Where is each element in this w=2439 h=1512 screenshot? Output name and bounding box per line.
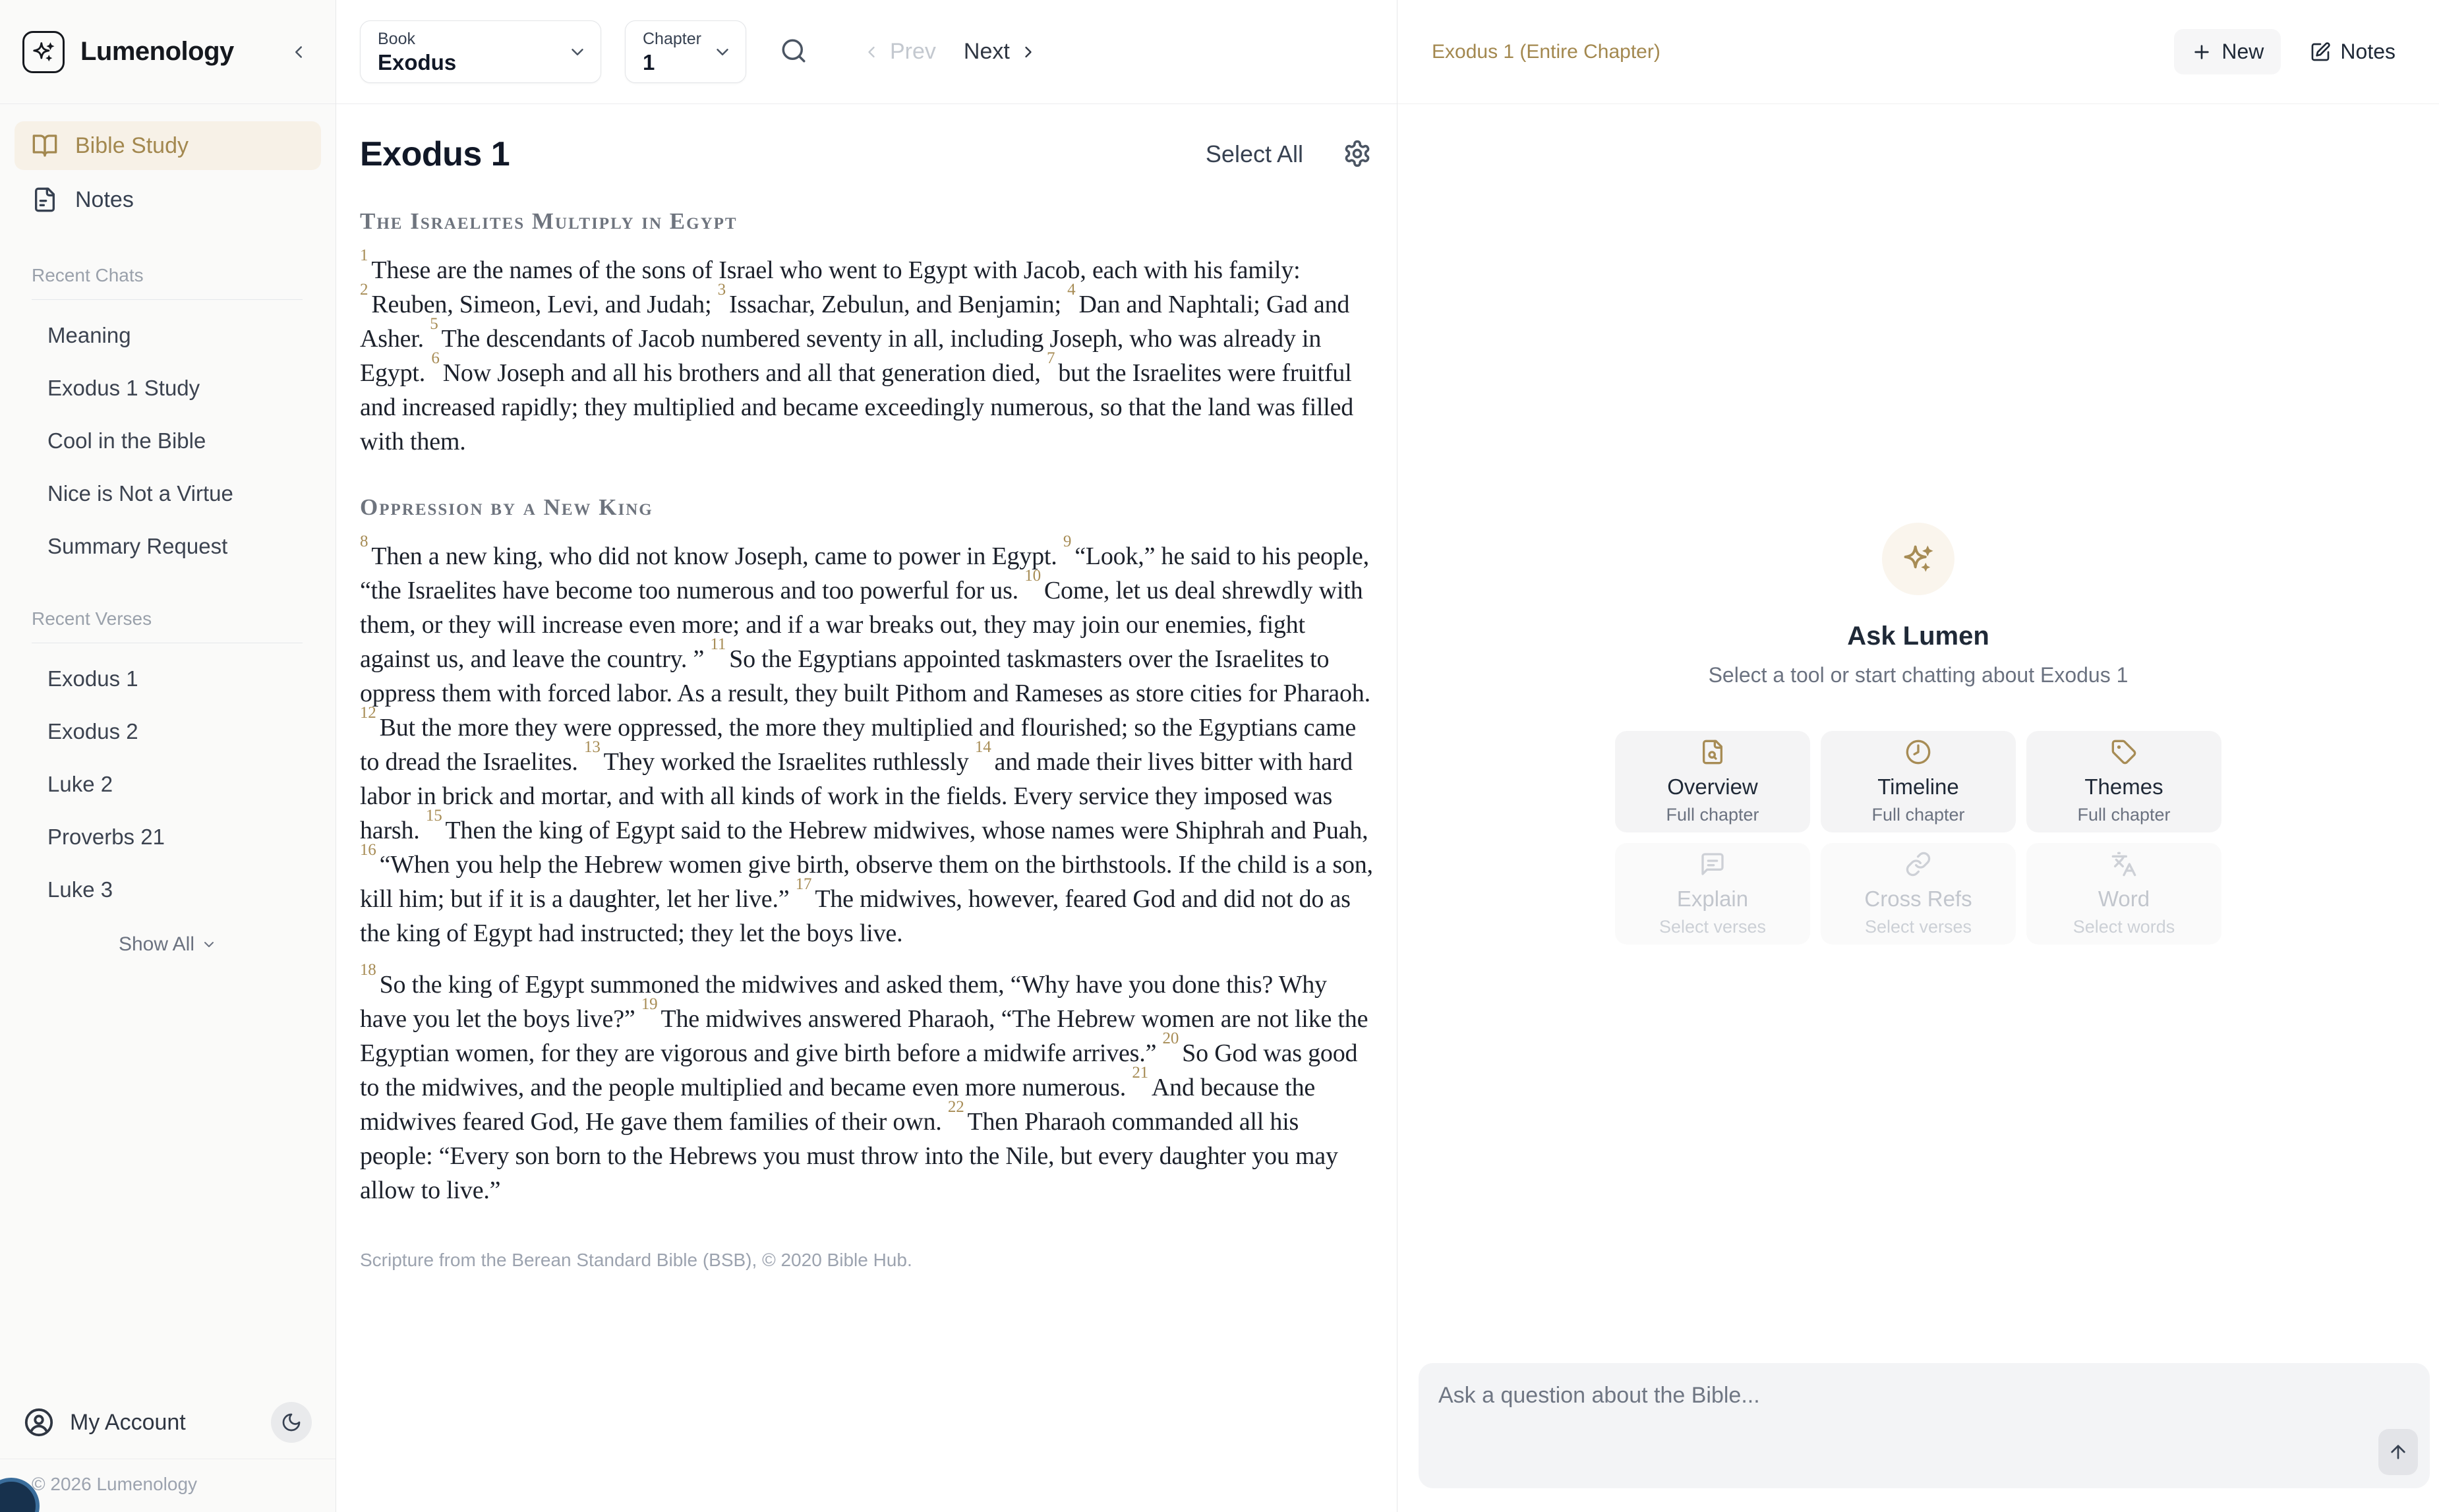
next-label: Next — [963, 39, 1010, 64]
verse-text[interactable]: Reuben, Simeon, Levi, and Judah; — [371, 291, 718, 318]
tool-name: Explain — [1676, 886, 1749, 911]
tool-name: Cross Refs — [1864, 886, 1972, 911]
verse-text[interactable]: So the king of Egypt summoned the midwives and asked them, “Why have you done this? Why have you let the boys live?” — [360, 971, 1327, 1033]
notes-button-label: Notes — [2340, 40, 2395, 63]
clock-icon — [1905, 739, 1931, 765]
verse-text[interactable]: Dan and Naphtali; Gad and Asher. — [360, 291, 1350, 353]
verse-paragraph — [360, 247, 1373, 459]
verse-paragraph — [360, 961, 1373, 1207]
recent-chats-list — [0, 309, 336, 573]
recent-chat-meaning[interactable]: Meaning — [47, 323, 131, 347]
lumen-avatar — [1882, 523, 1954, 595]
verse-text[interactable]: Then a new king, who did not know Joseph, came to power in Egypt. — [371, 542, 1063, 570]
verse-number: 1 — [360, 247, 368, 265]
reader-head — [360, 134, 1373, 174]
verse-number: 16 — [360, 841, 376, 859]
verse-number: 14 — [974, 738, 991, 757]
book-select-value: Exodus — [378, 50, 457, 74]
verse-paragraph — [360, 533, 1373, 950]
chat-header — [1397, 0, 2439, 104]
verse-text[interactable]: And because the midwives feared God, He gave them families of their own. — [360, 1074, 1316, 1136]
verse-number: 6 — [431, 349, 440, 368]
verse-number: 8 — [360, 533, 368, 551]
verse-number: 12 — [360, 704, 376, 722]
recent-verse-luke-3[interactable]: Luke 3 — [47, 877, 113, 902]
verse-number: 5 — [430, 315, 438, 334]
verse-number: 17 — [795, 875, 812, 894]
tool-scope: Select verses — [1864, 916, 1972, 937]
select-all-button[interactable]: Select All — [1205, 140, 1303, 167]
chat-subtitle: Select a tool or start chatting about Exodus 1 — [1708, 663, 2129, 687]
send-button[interactable] — [2378, 1429, 2418, 1475]
verse-text[interactable]: but the Israelites were fruitful and increased rapidly; they multiplied and became exceedingly numerous, so that the land was filled with them. — [360, 359, 1354, 455]
my-account-button[interactable]: My Account — [70, 1409, 186, 1435]
chat-panel — [1397, 0, 2439, 1512]
tool-name: Overview — [1667, 774, 1758, 799]
verse-text[interactable]: They worked the Israelites ruthlessly — [603, 748, 975, 776]
recent-chat-exodus-1-study[interactable]: Exodus 1 Study — [47, 376, 200, 400]
page-title: Exodus 1 — [360, 135, 510, 173]
sparkles-icon — [1901, 542, 1935, 576]
tool-card-timeline[interactable] — [1821, 731, 2016, 832]
tools-grid — [1615, 731, 2221, 945]
verse-number: 3 — [717, 281, 726, 299]
chat-input[interactable] — [1419, 1363, 2430, 1488]
notes-button[interactable] — [2293, 29, 2413, 74]
chevron-right-icon — [1019, 43, 1038, 61]
verse-text[interactable]: Issachar, Zebulun, and Benjamin; — [728, 291, 1068, 318]
prev-label: Prev — [890, 39, 936, 64]
recent-chat-cool-in-the-bible[interactable]: Cool in the Bible — [47, 428, 206, 453]
chapter-select-value: 1 — [643, 50, 655, 74]
recent-verses-label: Recent Verses — [32, 608, 152, 629]
verse-number: 18 — [360, 961, 376, 979]
sidebar-item-bible-study[interactable] — [15, 121, 321, 170]
verse-number: 2 — [360, 281, 368, 299]
verse-text[interactable]: The midwives answered Pharaoh, “The Hebrew women are not like the Egyptian women, for they are vigorous and give birth before a midwife arrives.” — [360, 1005, 1368, 1067]
verse-text[interactable]: and made their lives bitter with hard labor in brick and mortar, and with all kinds of work in the fields. Every service they imposed was harsh. — [360, 748, 1353, 844]
show-all-button[interactable] — [119, 933, 217, 956]
recent-chat-summary-request[interactable]: Summary Request — [47, 534, 228, 558]
tool-scope: Full chapter — [2077, 804, 2171, 825]
book-open-icon — [32, 132, 58, 159]
recent-verses-list — [0, 653, 336, 916]
tool-scope: Full chapter — [1666, 804, 1759, 825]
recent-chats-label: Recent Chats — [32, 265, 144, 285]
show-all-label: Show All — [118, 933, 195, 955]
file-search-icon — [1699, 739, 1726, 765]
chat-empty-state — [1397, 104, 2439, 1363]
verse-text[interactable]: Then Pharaoh commanded all his people: “Every son born to the Hebrews you must throw into the Nile, but every daughter you may allow to live.” — [360, 1108, 1338, 1204]
recent-verse-exodus-1[interactable]: Exodus 1 — [47, 666, 138, 691]
chapter-select[interactable] — [625, 20, 746, 83]
new-chat-button[interactable] — [2174, 29, 2281, 74]
verse-number: 15 — [425, 807, 442, 825]
sidebar-header — [0, 0, 336, 104]
scripture-text — [360, 208, 1373, 1207]
verse-number: 20 — [1162, 1030, 1179, 1048]
account-row — [0, 1386, 336, 1459]
new-chat-label: New — [2221, 40, 2264, 63]
verse-text[interactable]: Come, let us deal shrewdly with them, or they will increase even more; and if a war breaks out, they may join our enemies, fight against us, and leave the country. ” — [360, 577, 1363, 673]
tool-card-word — [2026, 843, 2221, 945]
reader-panel — [336, 0, 1397, 1512]
verse-number: 19 — [641, 995, 658, 1014]
arrow-up-icon — [2388, 1441, 2409, 1463]
tool-card-themes[interactable] — [2026, 731, 2221, 832]
verse-text[interactable]: So God was good to the midwives, and the people multiplied and became even more numerous. — [360, 1039, 1358, 1101]
reader-settings-button[interactable] — [1341, 138, 1373, 170]
tool-card-cross-refs — [1821, 843, 2016, 945]
verse-number: 13 — [584, 738, 601, 757]
verse-number: 10 — [1024, 567, 1041, 585]
dark-mode-toggle[interactable] — [271, 1402, 312, 1443]
scripture-citation: Scripture from the Berean Standard Bible (BSB), © 2020 Bible Hub. — [360, 1250, 912, 1270]
verse-text[interactable]: “When you help the Hebrew women give birth, observe them on the birthstools. If the child is a son, kill him; but if it is a daughter, let her live.” — [360, 851, 1373, 913]
search-button[interactable] — [775, 34, 812, 71]
verse-number: 22 — [947, 1098, 964, 1117]
sidebar-item-notes[interactable] — [15, 175, 321, 224]
verse-text[interactable]: “Look,” he said to his people, “the Israelites have become too numerous and too powerful for us. — [360, 542, 1369, 604]
tool-card-overview[interactable] — [1615, 731, 1810, 832]
verse-text[interactable]: The descendants of Jacob numbered seventy in all, including Joseph, who was already in Egypt. — [360, 325, 1322, 387]
chapter-pager — [852, 32, 1048, 71]
message-icon — [1699, 851, 1726, 877]
chat-context-label: Exodus 1 (Entire Chapter) — [1432, 40, 1660, 63]
section-heading: The Israelites Multiply in Egypt — [360, 208, 738, 234]
verse-text[interactable]: So the Egyptians appointed taskmasters over the Israelites to oppress them with forced labor. As a result, they built Pithom and Rameses as store cities for Pharaoh. — [360, 645, 1370, 707]
link-icon — [1905, 851, 1931, 877]
verse-text[interactable]: But the more they were oppressed, the more they multiplied and flourished; so the Egyptians came to dread the Israelites. — [360, 714, 1357, 776]
recent-verse-exodus-2[interactable]: Exodus 2 — [47, 719, 138, 743]
languages-icon — [2111, 851, 2137, 877]
prev-chapter-button[interactable] — [852, 32, 947, 71]
divider — [32, 299, 303, 300]
next-chapter-button[interactable] — [953, 32, 1048, 71]
tool-name: Themes — [2084, 774, 2163, 799]
reader-toolbar — [336, 0, 1397, 104]
app-title: Lumenology — [80, 37, 234, 66]
verse-number: 11 — [710, 635, 726, 654]
chevron-left-icon — [862, 43, 881, 61]
tool-name: Timeline — [1877, 774, 1959, 799]
verse-text[interactable]: The midwives, however, feared God and did not do as the king of Egypt had instructed; they let the boys live. — [360, 885, 1351, 947]
nav-item-label: Bible Study — [75, 132, 189, 158]
sidebar-collapse-button[interactable] — [284, 38, 313, 67]
verse-number: 9 — [1063, 533, 1072, 551]
file-text-icon — [32, 187, 58, 213]
chevron-down-icon — [713, 42, 732, 62]
chat-input-bar — [1397, 1363, 2439, 1512]
recent-verse-luke-2[interactable]: Luke 2 — [47, 772, 113, 796]
tool-card-explain — [1615, 843, 1810, 945]
chat-title: Ask Lumen — [1847, 622, 1989, 651]
verse-text[interactable]: These are the names of the sons of Israel who went to Egypt with Jacob, each with his family: — [371, 256, 1301, 284]
search-icon — [780, 37, 808, 65]
plus-icon — [2191, 42, 2212, 63]
verse-text[interactable]: Then the king of Egypt said to the Hebrew midwives, whose names were Shiphrah and Puah, — [445, 817, 1368, 844]
reader-content — [336, 104, 1397, 1512]
tag-icon — [2111, 739, 2137, 765]
chevron-down-icon — [201, 937, 217, 952]
sidebar — [0, 0, 336, 1512]
gear-icon — [1343, 139, 1372, 168]
chat-input-box — [1419, 1363, 2430, 1488]
verse-number: 21 — [1132, 1064, 1148, 1082]
verse-text[interactable]: Now Joseph and all his brothers and all that generation died, — [442, 359, 1047, 387]
sparkles-icon — [31, 40, 56, 65]
user-circle-icon — [24, 1407, 54, 1438]
nav-item-label: Notes — [75, 187, 134, 212]
recent-chat-nice-is-not-a-virtue[interactable]: Nice is Not a Virtue — [47, 481, 233, 506]
verse-number: 7 — [1046, 349, 1055, 368]
recent-verse-proverbs-21[interactable]: Proverbs 21 — [47, 825, 165, 849]
chevron-down-icon — [568, 42, 587, 62]
tool-name: Word — [2098, 886, 2150, 911]
sidebar-nav — [0, 104, 336, 229]
book-select-label: Book — [378, 30, 415, 48]
chevron-left-icon — [289, 42, 309, 62]
section-heading: Oppression by a New King — [360, 494, 653, 520]
moon-icon — [281, 1412, 302, 1433]
app-logo — [22, 31, 65, 73]
tool-scope: Select verses — [1659, 916, 1767, 937]
chapter-select-label: Chapter — [643, 30, 701, 48]
tool-scope: Full chapter — [1871, 804, 1965, 825]
tool-scope: Select words — [2072, 916, 2175, 937]
copyright-text: © 2026 Lumenology — [0, 1459, 336, 1512]
edit-icon — [2310, 42, 2331, 63]
verse-number: 4 — [1067, 281, 1076, 299]
book-select[interactable] — [360, 20, 601, 83]
